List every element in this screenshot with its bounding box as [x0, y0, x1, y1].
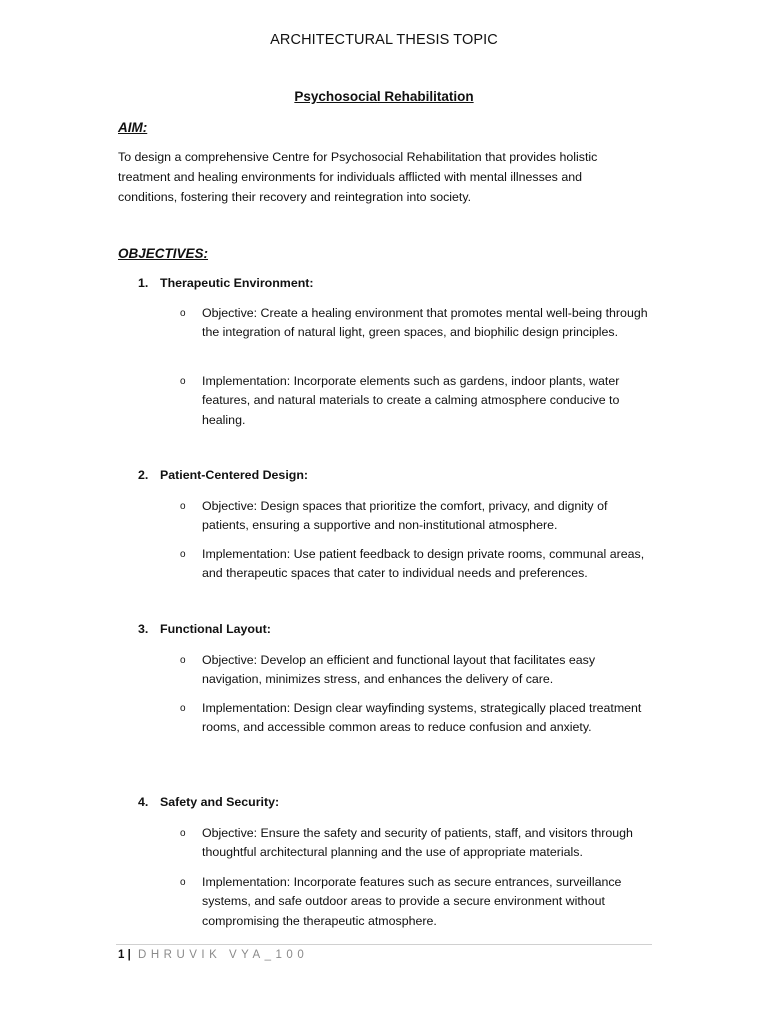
objective-heading	[138, 622, 271, 636]
bullet-circle-icon: o	[180, 549, 186, 560]
objective-number: 2.	[138, 468, 149, 482]
bullet-text: Implementation: Use patient feedback to design private rooms, communal areas, and therapeutic spaces that cater to individual needs and preferences.	[202, 547, 645, 581]
bullet-item	[180, 651, 650, 690]
bullet-circle-icon: o	[180, 655, 186, 666]
footer-separator: |	[127, 949, 131, 961]
bullet-text: Implementation: Incorporate features such as secure entrances, surveillance systems, and safe outdoor areas to provide a secure environment without compromising the therapeutic atmosphere.	[202, 875, 622, 928]
objective-number: 3.	[138, 622, 149, 636]
bullet-text: Implementation: Design clear wayfinding systems, strategically placed treatment rooms, and accessible common areas to reduce confusion and anxiety.	[202, 701, 642, 735]
bullet-item	[180, 372, 650, 430]
document-title: Psychosocial Rehabilitation	[294, 89, 474, 104]
bullet-circle-icon: o	[180, 501, 186, 512]
page-number: 1	[118, 949, 125, 961]
bullet-item	[180, 545, 650, 584]
objective-number: 4.	[138, 795, 149, 809]
objectives-heading: OBJECTIVES:	[118, 246, 209, 261]
bullet-item	[180, 699, 650, 738]
objective-heading	[138, 468, 308, 482]
footer-author: DHRUVIK VYA_100	[138, 949, 309, 961]
objective-title: Functional Layout:	[160, 622, 271, 636]
footer-divider	[116, 944, 652, 945]
bullet-circle-icon: o	[180, 703, 186, 714]
page-footer	[118, 949, 308, 961]
bullet-text: Objective: Develop an efficient and functional layout that facilitates easy navigation, minimizes stress, and enhances the delivery of care.	[202, 653, 596, 687]
bullet-item	[180, 304, 650, 343]
objective-title: Therapeutic Environment:	[160, 276, 314, 290]
bullet-item	[180, 873, 650, 931]
bullet-item	[180, 824, 650, 863]
bullet-circle-icon: o	[180, 828, 186, 839]
aim-paragraph: To design a comprehensive Centre for Psychosocial Rehabilitation that provides holistic treatment and healing environments for individuals afflicted with mental illnesses and conditions, fostering their recovery and reintegration into society.	[118, 150, 598, 204]
aim-heading: AIM:	[118, 120, 148, 135]
bullet-text: Implementation: Incorporate elements such as gardens, indoor plants, water features, and natural materials to create a calming atmosphere conducive to healing.	[202, 374, 620, 427]
bullet-text: Objective: Ensure the safety and security of patients, staff, and visitors through thoughtful architectural planning and the use of appropriate materials.	[202, 826, 633, 860]
objective-heading	[138, 795, 279, 809]
bullet-circle-icon: o	[180, 877, 186, 888]
objective-heading	[138, 276, 314, 290]
bullet-item	[180, 497, 650, 536]
bullet-text: Objective: Design spaces that prioritize the comfort, privacy, and dignity of patients, ensuring a supportive and non-institutional atmosphere.	[202, 499, 608, 533]
objective-title: Patient-Centered Design:	[160, 468, 309, 482]
page-header: ARCHITECTURAL THESIS TOPIC	[270, 32, 498, 48]
bullet-circle-icon: o	[180, 308, 186, 319]
objective-title: Safety and Security:	[160, 795, 280, 809]
bullet-circle-icon: o	[180, 376, 186, 387]
bullet-text: Objective: Create a healing environment that promotes mental well-being through the integration of natural light, green spaces, and biophilic design principles.	[202, 306, 648, 340]
objective-number: 1.	[138, 276, 149, 290]
